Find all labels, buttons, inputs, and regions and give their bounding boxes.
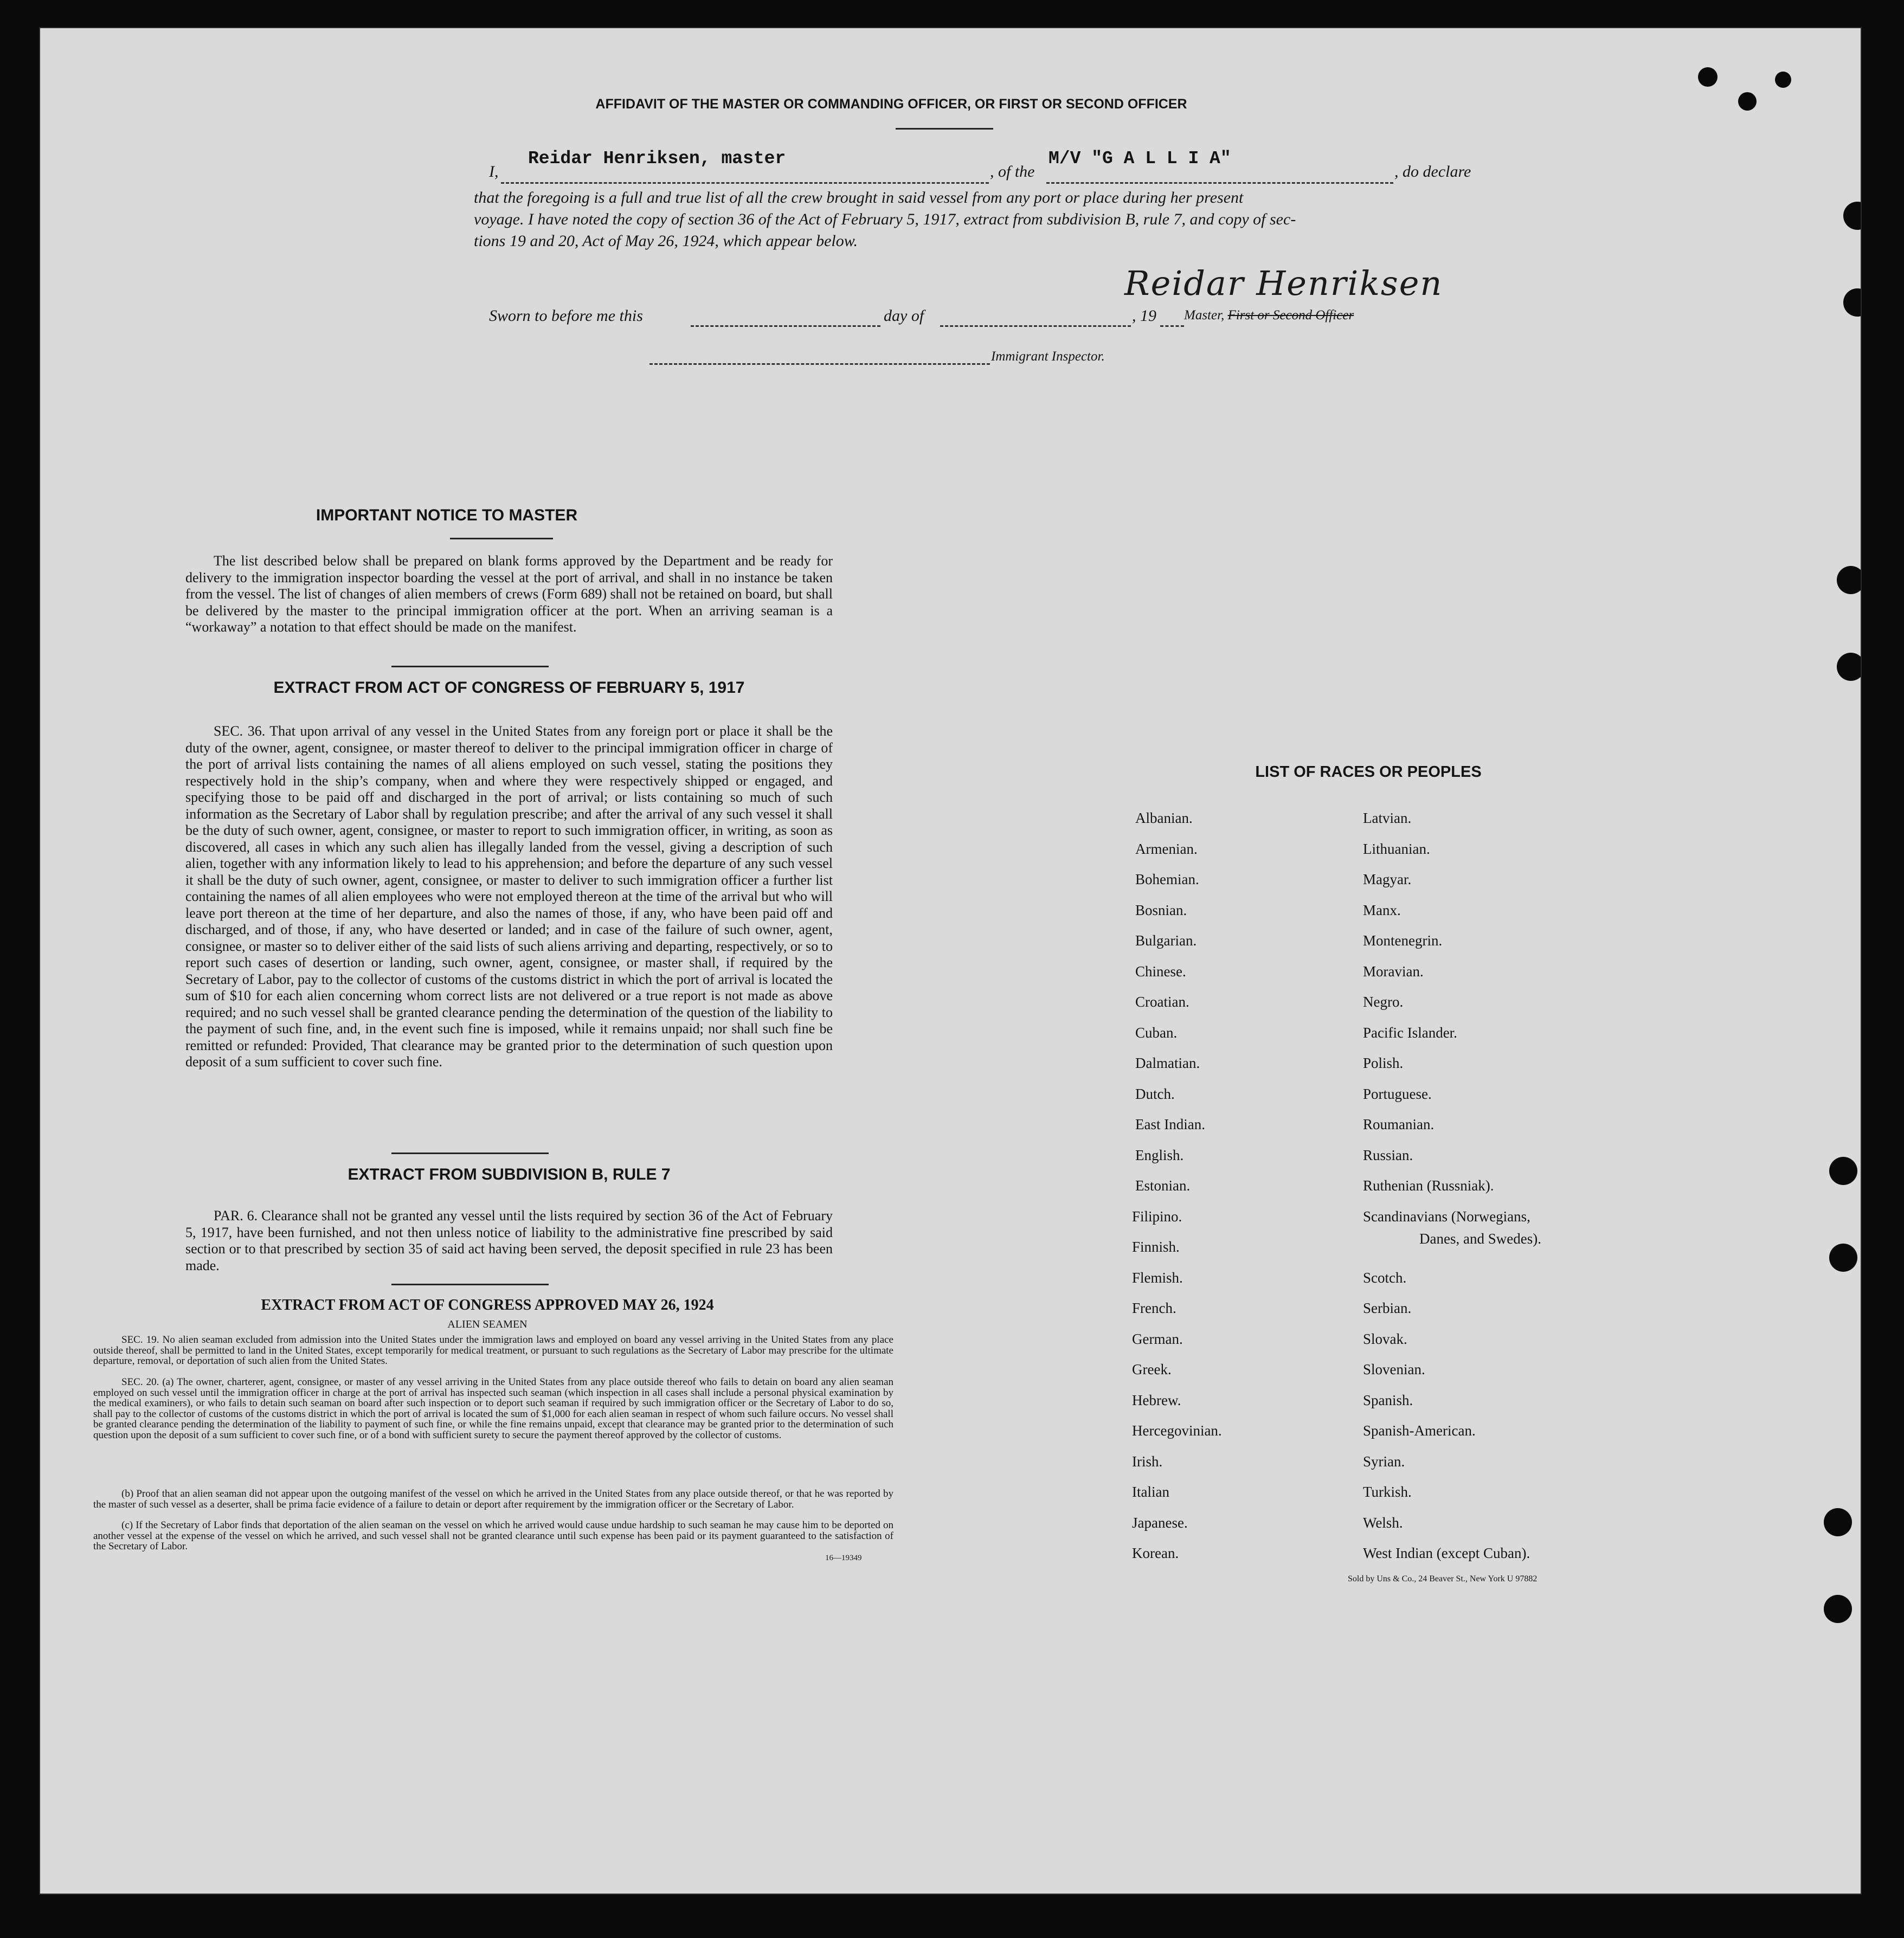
punch-hole (1824, 1508, 1852, 1536)
punch-hole (1829, 1157, 1857, 1185)
race-item: Finnish. (1132, 1239, 1180, 1255)
manifest-page (39, 27, 1862, 1895)
ink-blot (1738, 92, 1757, 111)
races-title: LIST OF RACES OR PEOPLES (1255, 763, 1482, 781)
extract-1924-title: EXTRACT FROM ACT OF CONGRESS APPROVED MAY 26, 1924 (261, 1297, 714, 1314)
race-item: Hebrew. (1132, 1392, 1181, 1408)
race-item: Spanish. (1363, 1392, 1413, 1408)
extract-1917-body: SEC. 36. That upon arrival of any vessel in the United States from any foreign port or place it shall be the duty of the owner, agent, consignee, or master thereof to deliver to the principal immigration officer in charge of the port of arrival lists containing the names of all aliens employed on such vessel, stating the positions they respectively hold in the ship’s company, when and where they were respectively shipped or engaged, and specifying those to be paid off and discharged in the port of arrival; or lists containing so much of such information as the Secretary of Labor shall by regulation prescribe; and after the arrival of any such vessel it shall be the duty of such owner, agent, consignee, or master to report to such immigration officer, in writing, as soon as discovered, all cases in which any such alien has illegally landed from the vessel, giving a description of such alien, together with any information likely to lead to his apprehension; and before the departure of any such vessel it shall be the duty of such owner, agent, consignee, or master to deliver to such immigration officer a further list containing the names of all alien employees who were not employed thereon at the time of the arrival but who will leave port thereon at the time of her departure, and also the names of those, if any, who have been paid off and discharged, and of those, if any, who have deserted or landed; and in case of the failure of such owner, agent, consignee, or master so to deliver either of the said lists of such aliens arriving and departing, respectively, or so to report such cases of desertion or landing, such owner, agent, consignee, or master shall, if required by the Secretary of Labor, pay to the collector of customs of the customs district in which the port of arrival is located the sum of $10 for each alien concerning whom correct lists are not delivered or a true report is not made as above required; and no such vessel shall be granted clearance pending the determination of the question of the liability to the payment of such fine, and, in the event such fine is imposed, while it remains unpaid; nor shall such fine be remitted or refunded: Provided, That clearance may be granted prior to the determination of such question upon deposit of a sum sufficient to cover such fine. (185, 723, 833, 1070)
race-item: Irish. (1132, 1453, 1163, 1470)
race-item: Dalmatian. (1135, 1055, 1200, 1071)
divider (896, 128, 993, 130)
race-item: Korean. (1132, 1545, 1179, 1561)
publisher-imprint: Sold by Uns & Co., 24 Beaver St., New York U 97882 (1348, 1574, 1538, 1583)
race-item: Lithuanian. (1363, 840, 1430, 857)
punch-hole (1837, 653, 1862, 681)
declarant-line (501, 182, 989, 184)
punch-hole (1829, 1244, 1857, 1272)
do-declare-label: , do declare (1394, 163, 1471, 181)
race-item: Filipino. (1132, 1208, 1182, 1225)
race-item: Negro. (1363, 994, 1404, 1010)
race-scandinavian-continued: Danes, and Swedes). (1419, 1231, 1541, 1247)
race-item: East Indian. (1135, 1116, 1205, 1132)
notice-body: The list described below shall be prepared on blank forms approved by the Department and be ready for delivery to the immigration inspector boarding the vessel at the port of arrival, and shall in no instance be taken from the vessel. The list of changes of alien members of crews (Form 689) shall not be retained on board, but shall be delivered by the master to the principal immigration officer at the port. When an arriving seaman is a “workaway” a notation to that effect should be made on the manifest. (185, 553, 833, 635)
punch-hole (1824, 1595, 1852, 1623)
race-item: Serbian. (1363, 1300, 1412, 1316)
race-item: Italian (1132, 1484, 1169, 1500)
race-item: Russian. (1363, 1147, 1413, 1163)
race-item: West Indian (except Cuban). (1363, 1545, 1530, 1561)
vessel-name: M/V "G A L L I A" (1049, 149, 1231, 169)
sworn-month-line (940, 325, 1131, 327)
race-item: Scotch. (1363, 1269, 1407, 1286)
divider (391, 1284, 549, 1285)
race-item: Slovenian. (1363, 1361, 1425, 1377)
race-item: Syrian. (1363, 1453, 1405, 1470)
race-item: German. (1132, 1330, 1183, 1347)
rule7-title: EXTRACT FROM SUBDIVISION B, RULE 7 (348, 1166, 671, 1183)
affidavit-line-3: voyage. I have noted the copy of section 36 of the Act of February 5, 1917, extract from subdivision B, rule 7, and copy of sec- (474, 210, 1296, 228)
race-item: Estonian. (1135, 1177, 1191, 1194)
race-item: Manx. (1363, 902, 1401, 918)
race-item: Turkish. (1363, 1484, 1412, 1500)
race-item: Cuban. (1135, 1024, 1178, 1041)
affidavit-title: AFFIDAVIT OF THE MASTER OR COMMANDING OFFICER, OR FIRST OR SECOND OFFICER (595, 96, 1187, 112)
punch-hole (1837, 566, 1862, 594)
race-item: Chinese. (1135, 963, 1186, 980)
notice-title: IMPORTANT NOTICE TO MASTER (316, 506, 578, 524)
race-item: Flemish. (1132, 1269, 1183, 1286)
punch-hole (1843, 202, 1862, 230)
extract-1924-subtitle: ALIEN SEAMEN (447, 1318, 528, 1330)
year-label: , 19 (1132, 307, 1156, 325)
race-item: Bulgarian. (1135, 932, 1197, 949)
race-item: Hercegovinian. (1132, 1422, 1222, 1439)
master-signature: Reidar Henriksen (1124, 263, 1443, 303)
form-number: 16—19349 (825, 1554, 862, 1562)
affidavit-line-2: that the foregoing is a full and true list of all the crew brought in said vessel from any port or place during her present (474, 189, 1244, 207)
sec-20c-body: (c) If the Secretary of Labor finds that deportation of the alien seaman on the vessel on which he arrived would cause undue hardship to such seaman he may cause him to be deported on another vessel at the expense of the vessel on which he arrived, and such vessel shall not be granted clearance until such expense has been paid or its payment guaranteed to the satisfaction of the Secretary of Labor. (93, 1520, 893, 1552)
sworn-label: Sworn to before me this (489, 307, 643, 325)
day-of-label: day of (884, 307, 924, 325)
divider (391, 666, 549, 667)
race-item: English. (1135, 1147, 1184, 1163)
sec-20a-body: SEC. 20. (a) The owner, charterer, agent, consignee, or master of any vessel arriving in the United States from any place outside thereof who fails to detain on board any alien seaman employed on such vessel until the immigration officer in charge at the port of arrival has inspected such seaman (which inspection in all cases shall include a personal physical examination by the medical examiners), or who fails to detain such seaman on board after such inspection or to deport such seaman if required by such immigration officer or the Secretary of Labor to do so, shall pay to the collector of customs of the customs district in which the port of arrival is located the sum of $1,000 for each alien seaman in respect of whom such failure occurs. No vessel shall be granted clearance pending the determination of the liability to payment of such fine, or while the fine remains unpaid, except that clearance may be granted prior to the determination of such question upon the deposit of a sum sufficient to cover such fine, or of a bond with sufficient surety to secure the payment thereof approved by the collector of customs. (93, 1376, 893, 1441)
race-item: Slovak. (1363, 1330, 1407, 1347)
race-item: Armenian. (1135, 840, 1198, 857)
i-label: I, (489, 163, 499, 181)
race-item: Scandinavians (Norwegians, (1363, 1208, 1530, 1225)
vessel-line (1046, 182, 1393, 184)
race-item: French. (1132, 1300, 1176, 1316)
race-item: Welsh. (1363, 1514, 1403, 1531)
extract-1917-title: EXTRACT FROM ACT OF CONGRESS OF FEBRUARY 5, 1917 (273, 679, 745, 697)
race-item: Montenegrin. (1363, 932, 1443, 949)
race-item: Bohemian. (1135, 871, 1199, 887)
ink-blot (1698, 67, 1718, 87)
sec-19-body: SEC. 19. No alien seaman excluded from admission into the United States under the immigration laws and employed on board any vessel arriving in the United States from any place outside thereof, shall be permitted to land in the United States, except temporarily for medical treatment, or pursuant to such regulations as the Secretary of Labor may prescribe for the ultimate departure, removal, or deportation of such alien from the United States. (93, 1334, 893, 1367)
race-item: Dutch. (1135, 1085, 1175, 1102)
ink-blot (1775, 72, 1791, 88)
of-the-label: , of the (990, 163, 1035, 181)
inspector-label: Immigrant Inspector. (991, 349, 1105, 364)
race-item: Latvian. (1363, 810, 1412, 826)
master-word: Master, (1184, 308, 1225, 323)
race-item: Moravian. (1363, 963, 1424, 980)
sworn-year-line (1160, 325, 1184, 327)
sec-20b-body: (b) Proof that an alien seaman did not appear upon the outgoing manifest of the vessel on which he arrived in the United States from any place outside thereof, or that he was reported by the master of such vessel as a deserter, shall be prima facie evidence of a failure to detain or deport after requirement by the immigration officer or the Secretary of Labor. (93, 1488, 893, 1510)
affidavit-line-4: tions 19 and 20, Act of May 26, 1924, which appear below. (474, 232, 858, 250)
divider (391, 1153, 549, 1154)
sworn-day-line (691, 325, 880, 327)
race-item: Albanian. (1135, 810, 1193, 826)
race-item: Portuguese. (1363, 1085, 1432, 1102)
race-item: Magyar. (1363, 871, 1412, 887)
race-item: Polish. (1363, 1055, 1404, 1071)
race-item: Ruthenian (Russniak). (1363, 1177, 1494, 1194)
struck-officer-label: First or Second Officer (1227, 308, 1354, 323)
race-item: Croatian. (1135, 994, 1189, 1010)
race-item: Greek. (1132, 1361, 1172, 1377)
race-item: Spanish-American. (1363, 1422, 1476, 1439)
punch-hole (1843, 288, 1862, 317)
race-item: Bosnian. (1135, 902, 1187, 918)
race-item: Japanese. (1132, 1514, 1188, 1531)
master-label (1184, 308, 1354, 323)
divider (450, 538, 553, 539)
declarant-name: Reidar Henriksen, master (528, 149, 786, 169)
rule7-body: PAR. 6. Clearance shall not be granted any vessel until the lists required by section 36 of the Act of February 5, 1917, have been furnished, and not then unless notice of liability to the administrative fine prescribed by said section or to that prescribed by section 35 of said act having been served, the deposit specified in rule 23 has been made. (185, 1208, 833, 1273)
race-item: Roumanian. (1363, 1116, 1435, 1132)
race-item: Pacific Islander. (1363, 1024, 1457, 1041)
inspector-line (649, 363, 990, 365)
